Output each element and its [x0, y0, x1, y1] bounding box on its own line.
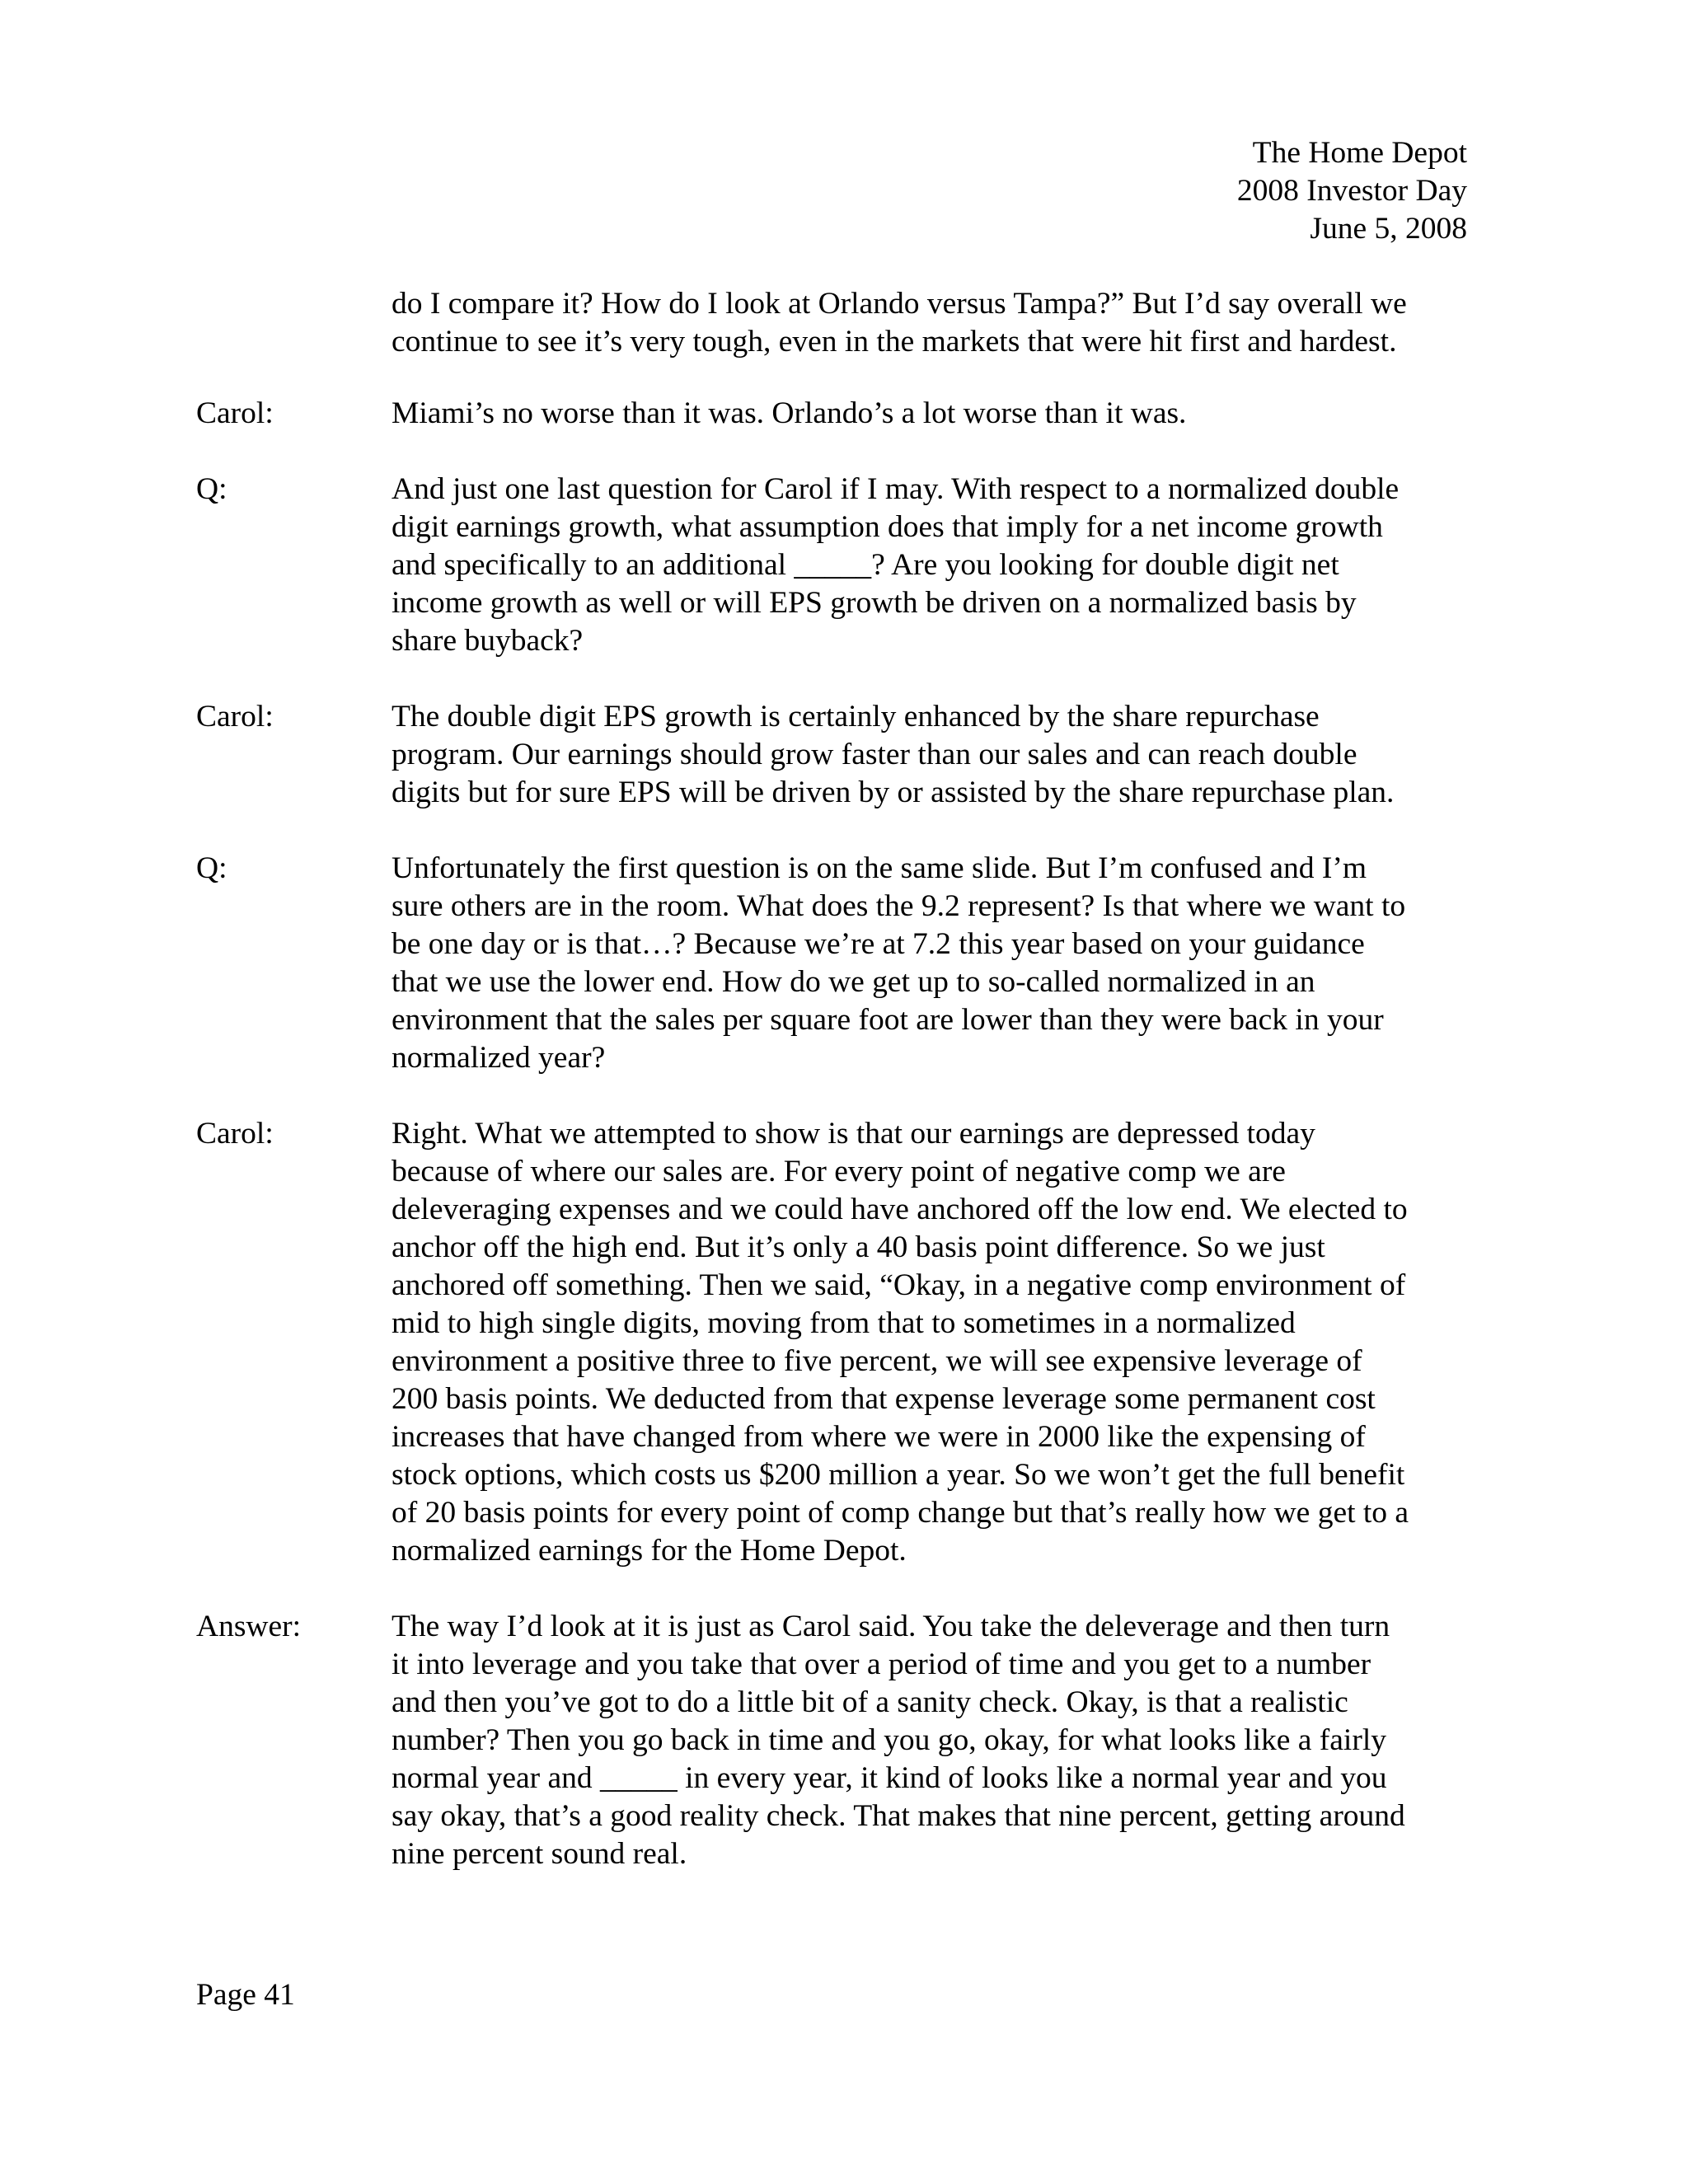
text-line: anchor off the high end. But it’s only a 40 basis point difference. So we just [392, 1230, 1325, 1264]
text-line: The double digit EPS growth is certainly enhanced by the share repurchase [392, 700, 1320, 733]
page-header [1237, 134, 1467, 248]
transcript-entry [196, 850, 1482, 1077]
text-line: sure others are in the room. What does the 9.2 represent? Is that where we want to [392, 889, 1406, 923]
text-line: stock options, which costs us $200 million a year. So we won’t get the full benefit [392, 1458, 1405, 1492]
text-line: and specifically to an additional _____? Are you looking for double digit net [392, 548, 1339, 582]
text-line: normalized year? [392, 1041, 606, 1075]
text-line: program. Our earnings should grow faster than our sales and can reach double [392, 738, 1357, 771]
text-line: do I compare it? How do I look at Orlando versus Tampa?” But I’d say overall we [392, 287, 1407, 321]
text-line: it into leverage and you take that over a period of time and you get to a number [392, 1647, 1372, 1681]
entry-text [392, 471, 1471, 660]
text-line: anchored off something. Then we said, “Okay, in a negative comp environment of [392, 1268, 1406, 1302]
header-event: 2008 Investor Day [1236, 174, 1467, 208]
speaker-label: Q: [196, 851, 227, 885]
text-line: deleveraging expenses and we could have anchored off the low end. We elected to [392, 1193, 1408, 1226]
transcript-entry [196, 395, 1482, 433]
text-line: Unfortunately the first question is on the same slide. But I’m confused and I’m [392, 851, 1367, 885]
speaker-label: Carol: [196, 1117, 274, 1151]
text-line: digit earnings growth, what assumption does that imply for a net income growth [392, 510, 1383, 544]
transcript-entry [196, 698, 1482, 812]
page-number: Page 41 [196, 1978, 295, 2012]
transcript-entry [196, 471, 1482, 660]
transcript-entry [196, 1608, 1482, 1873]
text-line: Right. What we attempted to show is that our earnings are depressed today [392, 1117, 1315, 1151]
entry-text [392, 1115, 1471, 1570]
text-line: environment that the sales per square foot are lower than they were back in your [392, 1003, 1384, 1037]
text-line: share buyback? [392, 624, 584, 658]
text-line: increases that have changed from where we were in 2000 like the expensing of [392, 1420, 1366, 1454]
text-line: environment a positive three to five percent, we will see expensive leverage of [392, 1344, 1362, 1378]
entry-text [392, 698, 1471, 812]
speaker-label: Carol: [196, 396, 274, 430]
text-line: and then you’ve got to do a little bit of a sanity check. Okay, is that a realistic [392, 1685, 1348, 1719]
text-line: nine percent sound real. [392, 1837, 687, 1871]
header-company: The Home Depot [1252, 136, 1467, 170]
text-line: And just one last question for Carol if I may. With respect to a normalized double [392, 472, 1400, 506]
entry-text [392, 395, 1471, 433]
text-line: digits but for sure EPS will be driven by or assisted by the share repurchase plan. [392, 776, 1395, 809]
text-line: continue to see it’s very tough, even in the markets that were hit first and hardest. [392, 325, 1397, 359]
text-line: be one day or is that…? Because we’re at 7.2 this year based on your guidance [392, 927, 1365, 961]
continuation-paragraph [392, 285, 1471, 361]
text-line: of 20 basis points for every point of comp change but that’s really how we get to a [392, 1496, 1409, 1530]
transcript [196, 395, 1482, 1911]
text-line: normal year and _____ in every year, it kind of looks like a normal year and you [392, 1761, 1387, 1795]
text-line: number? Then you go back in time and you go, okay, for what looks like a fairly [392, 1723, 1386, 1757]
speaker-label: Carol: [196, 700, 274, 733]
transcript-entry [196, 1115, 1482, 1570]
text-line: because of where our sales are. For every point of negative comp we are [392, 1155, 1286, 1188]
text-line: that we use the lower end. How do we get up to so-called normalized in an [392, 965, 1315, 999]
speaker-label: Q: [196, 472, 227, 506]
text-line: mid to high single digits, moving from that to sometimes in a normalized [392, 1306, 1296, 1340]
header-date: June 5, 2008 [1310, 212, 1467, 246]
speaker-label: Answer: [196, 1610, 302, 1643]
text-line: Miami’s no worse than it was. Orlando’s a lot worse than it was. [392, 396, 1187, 430]
text-line: income growth as well or will EPS growth be driven on a normalized basis by [392, 586, 1357, 620]
text-line: normalized earnings for the Home Depot. [392, 1534, 907, 1568]
text-line: 200 basis points. We deducted from that expense leverage some permanent cost [392, 1382, 1376, 1416]
text-line: The way I’d look at it is just as Carol said. You take the deleverage and then turn [392, 1610, 1390, 1643]
text-line: say okay, that’s a good reality check. That makes that nine percent, getting around [392, 1799, 1405, 1833]
entry-text [392, 1608, 1471, 1873]
entry-text [392, 850, 1471, 1077]
